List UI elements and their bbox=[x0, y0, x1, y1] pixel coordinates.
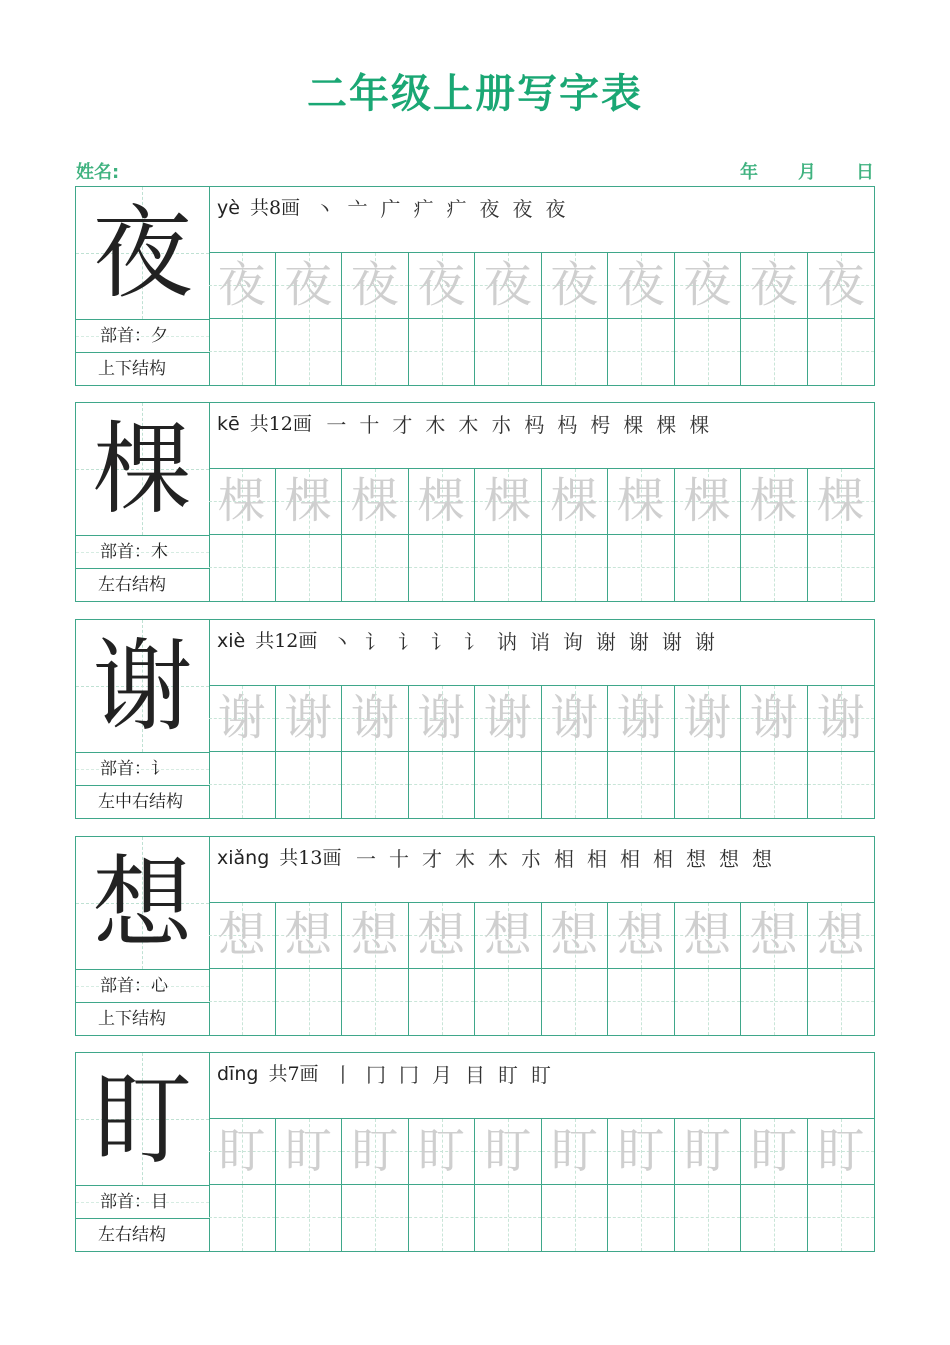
blank-row bbox=[209, 969, 874, 1035]
stroke-step: 棵 bbox=[623, 413, 644, 437]
trace-cell[interactable] bbox=[675, 253, 742, 318]
stroke-step: 讠 bbox=[463, 630, 484, 654]
trace-cell[interactable] bbox=[209, 469, 276, 534]
blank-cell[interactable] bbox=[475, 969, 542, 1035]
stroke-step: 疒 bbox=[446, 197, 467, 221]
trace-cell[interactable] bbox=[808, 903, 875, 968]
big-char-box bbox=[76, 403, 209, 536]
blank-cell[interactable] bbox=[475, 752, 542, 818]
blank-cell[interactable] bbox=[475, 535, 542, 601]
trace-cell[interactable] bbox=[741, 469, 808, 534]
radical-label bbox=[76, 970, 209, 1003]
trace-cell[interactable] bbox=[276, 469, 343, 534]
trace-character: 想 bbox=[350, 907, 399, 963]
trace-character: 棵 bbox=[483, 473, 532, 529]
trace-cell[interactable] bbox=[675, 1119, 742, 1184]
blank-row bbox=[209, 535, 874, 601]
stroke-step: 朩 bbox=[491, 413, 512, 437]
trace-character: 谢 bbox=[350, 690, 399, 746]
trace-character: 棵 bbox=[417, 473, 466, 529]
pinyin: yè bbox=[217, 197, 240, 219]
trace-character: 夜 bbox=[749, 257, 798, 313]
blank-cell[interactable] bbox=[808, 535, 875, 601]
blank-cell[interactable] bbox=[542, 535, 609, 601]
trace-character: 夜 bbox=[350, 257, 399, 313]
stroke-order-row bbox=[209, 1053, 874, 1119]
trace-cell[interactable] bbox=[342, 253, 409, 318]
blank-cell[interactable] bbox=[276, 319, 343, 385]
year-label: 年 bbox=[740, 162, 758, 183]
stroke-count: 共7画 bbox=[268, 1063, 319, 1085]
stroke-step: 十 bbox=[388, 847, 409, 871]
stroke-step: 夜 bbox=[545, 197, 566, 221]
trace-character: 谢 bbox=[417, 690, 466, 746]
stroke-step: 谢 bbox=[628, 630, 649, 654]
trace-character: 盯 bbox=[683, 1123, 732, 1179]
trace-character: 夜 bbox=[217, 257, 266, 313]
stroke-step: 木 bbox=[458, 413, 479, 437]
blank-cell[interactable] bbox=[608, 319, 675, 385]
trace-character: 棵 bbox=[816, 473, 865, 529]
stroke-steps bbox=[320, 409, 716, 438]
structure-label: 上下结构 bbox=[98, 359, 166, 379]
radical-label bbox=[76, 320, 209, 353]
blank-cell[interactable] bbox=[542, 319, 609, 385]
trace-character: 谢 bbox=[284, 690, 333, 746]
stroke-step: 枵 bbox=[590, 413, 611, 437]
trace-character: 想 bbox=[616, 907, 665, 963]
trace-character: 夜 bbox=[683, 257, 732, 313]
pinyin: kē bbox=[217, 413, 240, 435]
stroke-step: 丶 bbox=[314, 197, 335, 221]
trace-cell[interactable] bbox=[808, 1119, 875, 1184]
model-character: 棵 bbox=[92, 411, 193, 528]
trace-cell[interactable] bbox=[675, 469, 742, 534]
stroke-order-row bbox=[209, 837, 874, 903]
trace-character: 想 bbox=[816, 907, 865, 963]
trace-character: 盯 bbox=[284, 1123, 333, 1179]
stroke-order-row bbox=[209, 620, 874, 686]
trace-character: 盯 bbox=[350, 1123, 399, 1179]
page-title: 二年级上册写字表 bbox=[307, 70, 643, 117]
practice-area bbox=[209, 1053, 874, 1251]
trace-character: 想 bbox=[284, 907, 333, 963]
trace-cell[interactable] bbox=[475, 1119, 542, 1184]
structure-label: 左右结构 bbox=[98, 1225, 166, 1245]
trace-cell[interactable] bbox=[409, 1119, 476, 1184]
trace-cell[interactable] bbox=[409, 253, 476, 318]
trace-character: 棵 bbox=[683, 473, 732, 529]
blank-cell[interactable] bbox=[808, 1185, 875, 1251]
blank-cell[interactable] bbox=[209, 969, 276, 1035]
trace-cell[interactable] bbox=[475, 253, 542, 318]
blank-cell[interactable] bbox=[608, 969, 675, 1035]
stroke-step: 相 bbox=[553, 847, 574, 871]
stroke-step: 一 bbox=[326, 413, 347, 437]
trace-cell[interactable] bbox=[608, 686, 675, 751]
trace-cell[interactable] bbox=[542, 903, 609, 968]
trace-cell[interactable] bbox=[276, 903, 343, 968]
structure-label: 上下结构 bbox=[98, 1009, 166, 1029]
char-info-panel bbox=[76, 620, 210, 818]
stroke-step: 夜 bbox=[479, 197, 500, 221]
stroke-step: 亠 bbox=[347, 197, 368, 221]
trace-character: 想 bbox=[749, 907, 798, 963]
trace-character: 谢 bbox=[683, 690, 732, 746]
radical-text: 部首：木 bbox=[100, 542, 168, 562]
trace-character: 想 bbox=[683, 907, 732, 963]
character-card bbox=[75, 619, 875, 819]
stroke-step: 讠 bbox=[364, 630, 385, 654]
stroke-step: 丨 bbox=[333, 1063, 354, 1087]
stroke-step: 冂 bbox=[366, 1063, 387, 1087]
stroke-step: 杩 bbox=[557, 413, 578, 437]
blank-cell[interactable] bbox=[808, 969, 875, 1035]
stroke-order-row bbox=[209, 187, 874, 253]
blank-cell[interactable] bbox=[475, 1185, 542, 1251]
trace-character: 谢 bbox=[483, 690, 532, 746]
trace-character: 想 bbox=[417, 907, 466, 963]
stroke-step: 十 bbox=[359, 413, 380, 437]
date-fields bbox=[740, 158, 874, 184]
blank-cell[interactable] bbox=[409, 1185, 476, 1251]
trace-cell[interactable] bbox=[475, 686, 542, 751]
stroke-step: 谢 bbox=[595, 630, 616, 654]
blank-cell[interactable] bbox=[209, 535, 276, 601]
blank-cell[interactable] bbox=[542, 969, 609, 1035]
stroke-step: 讠 bbox=[430, 630, 451, 654]
blank-cell[interactable] bbox=[409, 535, 476, 601]
trace-cell[interactable] bbox=[741, 1119, 808, 1184]
trace-cell[interactable] bbox=[741, 903, 808, 968]
trace-character: 想 bbox=[483, 907, 532, 963]
trace-cell[interactable] bbox=[276, 253, 343, 318]
blank-cell[interactable] bbox=[276, 1185, 343, 1251]
blank-cell[interactable] bbox=[276, 752, 343, 818]
radical-label bbox=[76, 1186, 209, 1219]
model-character: 盯 bbox=[92, 1061, 193, 1178]
stroke-step: 才 bbox=[392, 413, 413, 437]
trace-cell[interactable] bbox=[409, 903, 476, 968]
trace-cell[interactable] bbox=[542, 686, 609, 751]
stroke-step: 疒 bbox=[413, 197, 434, 221]
blank-cell[interactable] bbox=[475, 319, 542, 385]
trace-character: 夜 bbox=[284, 257, 333, 313]
stroke-step: 询 bbox=[562, 630, 583, 654]
trace-character: 棵 bbox=[217, 473, 266, 529]
stroke-step: 木 bbox=[487, 847, 508, 871]
trace-cell[interactable] bbox=[542, 253, 609, 318]
trace-character: 棵 bbox=[749, 473, 798, 529]
char-info-panel bbox=[76, 837, 210, 1035]
trace-cell[interactable] bbox=[342, 903, 409, 968]
trace-cell[interactable] bbox=[209, 1119, 276, 1184]
trace-cell[interactable] bbox=[409, 686, 476, 751]
blank-row bbox=[209, 752, 874, 818]
stroke-step: 讷 bbox=[496, 630, 517, 654]
trace-cell[interactable] bbox=[675, 686, 742, 751]
char-info-panel bbox=[76, 1053, 210, 1251]
big-char-box bbox=[76, 620, 209, 753]
trace-cell[interactable] bbox=[608, 1119, 675, 1184]
blank-cell[interactable] bbox=[542, 1185, 609, 1251]
stroke-count: 共13画 bbox=[279, 847, 342, 869]
blank-cell[interactable] bbox=[342, 1185, 409, 1251]
blank-cell[interactable] bbox=[276, 969, 343, 1035]
stroke-step: 相 bbox=[652, 847, 673, 871]
trace-cell[interactable] bbox=[209, 686, 276, 751]
stroke-count: 共8画 bbox=[249, 197, 301, 219]
trace-row bbox=[209, 686, 874, 752]
blank-row bbox=[209, 1185, 874, 1251]
stroke-step: 相 bbox=[586, 847, 607, 871]
trace-cell[interactable] bbox=[542, 469, 609, 534]
blank-cell[interactable] bbox=[608, 1185, 675, 1251]
stroke-step: 棵 bbox=[689, 413, 710, 437]
stroke-count: 共12画 bbox=[249, 413, 312, 435]
trace-cell[interactable] bbox=[475, 469, 542, 534]
blank-cell[interactable] bbox=[741, 535, 808, 601]
blank-cell[interactable] bbox=[409, 969, 476, 1035]
blank-cell[interactable] bbox=[409, 319, 476, 385]
blank-cell[interactable] bbox=[675, 535, 742, 601]
big-char-box bbox=[76, 1053, 209, 1186]
stroke-step: 棵 bbox=[656, 413, 677, 437]
trace-cell[interactable] bbox=[808, 253, 875, 318]
trace-cell[interactable] bbox=[608, 253, 675, 318]
stroke-steps bbox=[308, 193, 572, 222]
trace-character: 盯 bbox=[816, 1123, 865, 1179]
trace-character: 棵 bbox=[350, 473, 399, 529]
trace-character: 棵 bbox=[616, 473, 665, 529]
blank-cell[interactable] bbox=[542, 752, 609, 818]
trace-character: 盯 bbox=[217, 1123, 266, 1179]
trace-cell[interactable] bbox=[608, 469, 675, 534]
stroke-steps bbox=[349, 843, 778, 872]
big-char-box bbox=[76, 837, 209, 970]
trace-character: 夜 bbox=[616, 257, 665, 313]
structure-label: 左中右结构 bbox=[98, 792, 183, 812]
stroke-step: 盯 bbox=[498, 1063, 519, 1087]
trace-character: 夜 bbox=[483, 257, 532, 313]
blank-cell[interactable] bbox=[342, 752, 409, 818]
model-character: 夜 bbox=[92, 195, 193, 312]
blank-cell[interactable] bbox=[342, 535, 409, 601]
trace-character: 谢 bbox=[217, 690, 266, 746]
blank-cell[interactable] bbox=[741, 319, 808, 385]
structure-label: 左右结构 bbox=[98, 575, 166, 595]
blank-cell[interactable] bbox=[209, 1185, 276, 1251]
stroke-order-row bbox=[209, 403, 874, 469]
trace-cell[interactable] bbox=[475, 903, 542, 968]
trace-character: 夜 bbox=[550, 257, 599, 313]
trace-character: 想 bbox=[217, 907, 266, 963]
blank-cell[interactable] bbox=[209, 752, 276, 818]
model-character: 谢 bbox=[92, 628, 193, 745]
stroke-step: 木 bbox=[425, 413, 446, 437]
blank-row bbox=[209, 319, 874, 385]
character-card bbox=[75, 836, 875, 1036]
blank-cell[interactable] bbox=[675, 752, 742, 818]
blank-cell[interactable] bbox=[675, 1185, 742, 1251]
character-card bbox=[75, 1052, 875, 1252]
stroke-step: 月 bbox=[432, 1063, 453, 1087]
trace-row bbox=[209, 1119, 874, 1185]
stroke-step: 诮 bbox=[529, 630, 550, 654]
big-char-box bbox=[76, 187, 209, 320]
blank-cell[interactable] bbox=[741, 752, 808, 818]
trace-character: 盯 bbox=[483, 1123, 532, 1179]
practice-area bbox=[209, 837, 874, 1035]
blank-cell[interactable] bbox=[409, 752, 476, 818]
blank-cell[interactable] bbox=[276, 535, 343, 601]
trace-cell[interactable] bbox=[342, 1119, 409, 1184]
trace-row bbox=[209, 903, 874, 969]
trace-character: 盯 bbox=[550, 1123, 599, 1179]
blank-cell[interactable] bbox=[675, 969, 742, 1035]
month-label: 月 bbox=[798, 162, 816, 183]
stroke-step: 广 bbox=[380, 197, 401, 221]
radical-text: 部首：夕 bbox=[100, 326, 168, 346]
character-card bbox=[75, 402, 875, 602]
trace-cell[interactable] bbox=[741, 686, 808, 751]
blank-cell[interactable] bbox=[209, 319, 276, 385]
char-info-panel bbox=[76, 187, 210, 385]
char-info-panel bbox=[76, 403, 210, 601]
name-label: 姓名: bbox=[76, 162, 120, 183]
stroke-step: 目 bbox=[465, 1063, 486, 1087]
trace-cell[interactable] bbox=[342, 469, 409, 534]
stroke-step: 才 bbox=[421, 847, 442, 871]
trace-character: 谢 bbox=[749, 690, 798, 746]
trace-cell[interactable] bbox=[608, 903, 675, 968]
blank-cell[interactable] bbox=[608, 535, 675, 601]
practice-area bbox=[209, 620, 874, 818]
trace-cell[interactable] bbox=[342, 686, 409, 751]
trace-character: 谢 bbox=[550, 690, 599, 746]
trace-cell[interactable] bbox=[276, 1119, 343, 1184]
trace-character: 棵 bbox=[550, 473, 599, 529]
trace-row bbox=[209, 469, 874, 535]
radical-text: 部首：心 bbox=[100, 976, 168, 996]
pinyin: xiè bbox=[217, 630, 246, 652]
blank-cell[interactable] bbox=[808, 752, 875, 818]
trace-cell[interactable] bbox=[209, 903, 276, 968]
trace-character: 盯 bbox=[417, 1123, 466, 1179]
day-label: 日 bbox=[856, 162, 874, 183]
stroke-step: 谢 bbox=[694, 630, 715, 654]
trace-character: 盯 bbox=[616, 1123, 665, 1179]
stroke-steps bbox=[327, 1059, 558, 1088]
stroke-step: 朩 bbox=[520, 847, 541, 871]
trace-character: 夜 bbox=[816, 257, 865, 313]
stroke-step: 木 bbox=[454, 847, 475, 871]
blank-cell[interactable] bbox=[741, 969, 808, 1035]
stroke-step: 冂 bbox=[399, 1063, 420, 1087]
blank-cell[interactable] bbox=[342, 319, 409, 385]
pinyin: xiǎng bbox=[217, 847, 270, 869]
trace-character: 棵 bbox=[284, 473, 333, 529]
stroke-step: 一 bbox=[355, 847, 376, 871]
blank-cell[interactable] bbox=[808, 319, 875, 385]
pinyin: dīng bbox=[217, 1063, 259, 1085]
blank-cell[interactable] bbox=[608, 752, 675, 818]
trace-cell[interactable] bbox=[808, 469, 875, 534]
blank-cell[interactable] bbox=[675, 319, 742, 385]
trace-character: 想 bbox=[550, 907, 599, 963]
trace-character: 谢 bbox=[816, 690, 865, 746]
stroke-count: 共12画 bbox=[255, 630, 318, 652]
trace-character: 盯 bbox=[749, 1123, 798, 1179]
model-character: 想 bbox=[92, 845, 193, 962]
stroke-step: 想 bbox=[685, 847, 706, 871]
stroke-step: 想 bbox=[718, 847, 739, 871]
blank-cell[interactable] bbox=[342, 969, 409, 1035]
trace-cell[interactable] bbox=[542, 1119, 609, 1184]
trace-cell[interactable] bbox=[675, 903, 742, 968]
stroke-step: 盯 bbox=[531, 1063, 552, 1087]
stroke-step: 谢 bbox=[661, 630, 682, 654]
stroke-step: 想 bbox=[751, 847, 772, 871]
trace-character: 谢 bbox=[616, 690, 665, 746]
practice-area bbox=[209, 187, 874, 385]
radical-label bbox=[76, 753, 209, 786]
trace-cell[interactable] bbox=[808, 686, 875, 751]
practice-area bbox=[209, 403, 874, 601]
trace-row bbox=[209, 253, 874, 319]
trace-cell[interactable] bbox=[409, 469, 476, 534]
stroke-step: 夜 bbox=[512, 197, 533, 221]
blank-cell[interactable] bbox=[741, 1185, 808, 1251]
trace-cell[interactable] bbox=[209, 253, 276, 318]
character-card bbox=[75, 186, 875, 386]
stroke-step: 讠 bbox=[397, 630, 418, 654]
stroke-step: 相 bbox=[619, 847, 640, 871]
radical-text: 部首：讠 bbox=[100, 759, 168, 779]
trace-cell[interactable] bbox=[741, 253, 808, 318]
stroke-step: 丶 bbox=[331, 630, 352, 654]
stroke-steps bbox=[325, 626, 721, 655]
radical-text: 部首：目 bbox=[100, 1192, 168, 1212]
trace-cell[interactable] bbox=[276, 686, 343, 751]
trace-character: 夜 bbox=[417, 257, 466, 313]
radical-label bbox=[76, 536, 209, 569]
stroke-step: 杩 bbox=[524, 413, 545, 437]
